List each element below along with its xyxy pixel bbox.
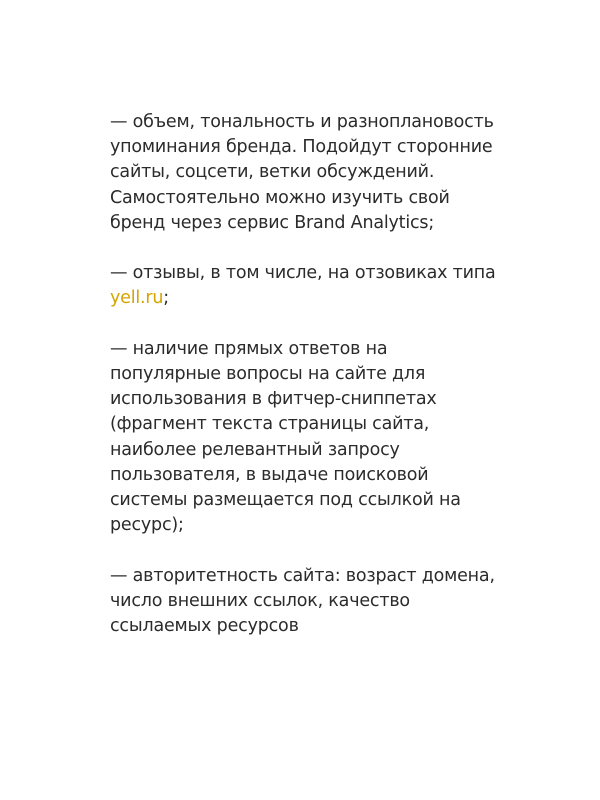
text-line: Самостоятельно можно изучить свой	[110, 187, 450, 208]
text-line: пользователя, в выдаче поисковой	[110, 464, 429, 485]
yell-ru-link[interactable]: yell.ru	[110, 288, 164, 309]
paragraph-site-authority	[110, 564, 530, 640]
text-line: сайты, соцсети, ветки обсуждений.	[110, 162, 435, 183]
text-line: упоминания бренда. Подойдут сторонние	[110, 137, 493, 158]
document-body	[110, 110, 530, 664]
text-line: — объем, тональность и разноплановость	[110, 112, 494, 132]
text-line: популярные вопросы на сайте для	[110, 364, 426, 384]
text-line: — отзывы, в том числе, на отзовиках типа	[110, 263, 496, 284]
text-line: число внешних ссылок, качество	[110, 590, 410, 611]
text-line: (фрагмент текста страницы сайта,	[110, 414, 430, 435]
text-line: ресурс);	[110, 515, 184, 536]
text-line: наиболее релевантный запросу	[110, 439, 400, 460]
paragraph-brand-mentions	[110, 110, 530, 236]
text-punctuation: ;	[163, 288, 169, 309]
text-line: ссылаемых ресурсов	[110, 616, 299, 637]
paragraph-reviews	[110, 261, 530, 311]
text-line: — наличие прямых ответов на	[110, 338, 388, 359]
text-line: системы размещается под ссылкой на	[110, 490, 461, 511]
text-line: использования в фитчер-сниппетах	[110, 389, 437, 410]
text-line: бренд через сервис Brand Analytics;	[110, 212, 435, 233]
text-line: — авторитетность сайта: возраст домена,	[110, 565, 495, 586]
paragraph-featured-snippets	[110, 337, 530, 539]
